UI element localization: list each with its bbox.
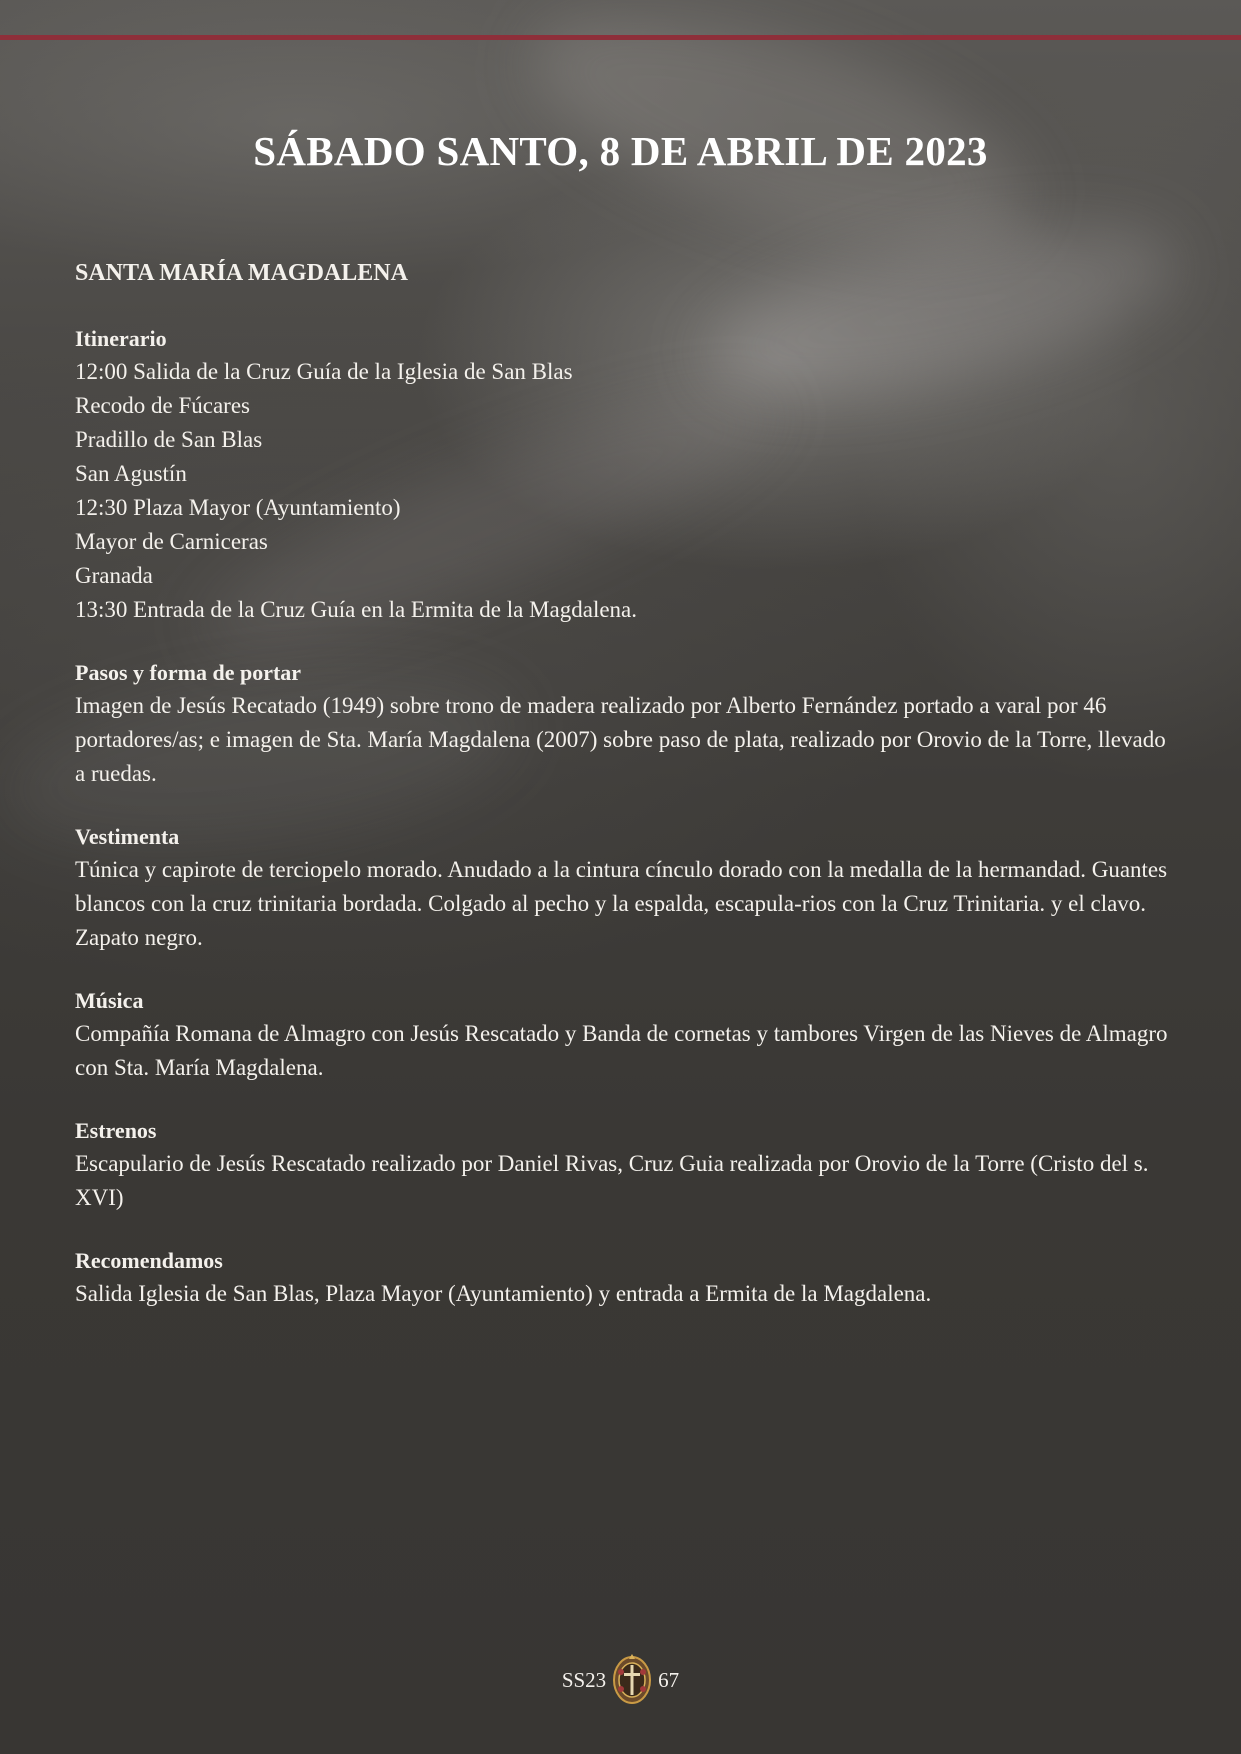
itinerary-line: 12:00 Salida de la Cruz Guía de la Iglesia de San Blas bbox=[75, 359, 573, 384]
itinerary-line: San Agustín bbox=[75, 461, 187, 486]
page-footer bbox=[0, 1652, 1241, 1708]
itinerary-line: 13:30 Entrada de la Cruz Guía en la Ermita de la Magdalena. bbox=[75, 597, 638, 622]
pasos-section bbox=[75, 657, 1175, 791]
brotherhood-emblem-icon bbox=[610, 1652, 654, 1708]
top-accent-rule bbox=[0, 35, 1241, 40]
section-heading: Recomendamos bbox=[75, 1248, 223, 1273]
section-body: Salida Iglesia de San Blas, Plaza Mayor (Ayuntamiento) y entrada a Ermita de la Magdalena. bbox=[75, 1281, 932, 1306]
itinerary-line: 12:30 Plaza Mayor (Ayuntamiento) bbox=[75, 495, 401, 520]
section-heading: Vestimenta bbox=[75, 824, 180, 849]
section-body: Imagen de Jesús Recatado (1949) sobre trono de madera realizado por Alberto Fernández portado a varal por 46 portadores/as; e imagen de Sta. María Magdalena (2007) sobre paso de plata, realizado por Orovio de la Torre, llevado a ruedas. bbox=[75, 693, 1166, 786]
section-heading: Estrenos bbox=[75, 1118, 157, 1143]
itinerary-line: Pradillo de San Blas bbox=[75, 427, 263, 452]
brotherhood-name: SANTA MARÍA MAGDALENA bbox=[75, 260, 408, 286]
vestimenta-section bbox=[75, 821, 1175, 955]
itinerario-section bbox=[75, 323, 1175, 627]
page-content bbox=[75, 255, 1175, 1341]
footer-series-label: SS23 bbox=[561, 1667, 607, 1692]
itinerary-line: Granada bbox=[75, 563, 153, 588]
section-body: Escapulario de Jesús Rescatado realizado por Daniel Rivas, Cruz Guia realizada por Orovio de la Torre (Cristo del s. XVI) bbox=[75, 1151, 1149, 1210]
musica-section bbox=[75, 985, 1175, 1085]
section-body: Compañía Romana de Almagro con Jesús Rescatado y Banda de cornetas y tambores Virgen de las Nieves de Almagro con Sta. María Magdalena. bbox=[75, 1021, 1168, 1080]
section-heading: Pasos y forma de portar bbox=[75, 660, 302, 685]
estrenos-section bbox=[75, 1115, 1175, 1215]
page-title: SÁBADO SANTO, 8 DE ABRIL DE 2023 bbox=[253, 128, 988, 175]
section-body: Túnica y capirote de terciopelo morado. Anudado a la cintura cínculo dorado con la medalla de la hermandad. Guantes blancos con la cruz trinitaria bordada. Colgado al pecho y la espalda, escapula-rios con la Cruz Trinitaria. y el clavo. Zapato negro. bbox=[75, 857, 1168, 950]
page-number: 67 bbox=[658, 1667, 680, 1692]
itinerary-line: Mayor de Carniceras bbox=[75, 529, 268, 554]
itinerary-line: Recodo de Fúcares bbox=[75, 393, 250, 418]
recomendamos-section bbox=[75, 1245, 1175, 1311]
section-heading: Música bbox=[75, 988, 144, 1013]
section-heading: Itinerario bbox=[75, 326, 167, 351]
